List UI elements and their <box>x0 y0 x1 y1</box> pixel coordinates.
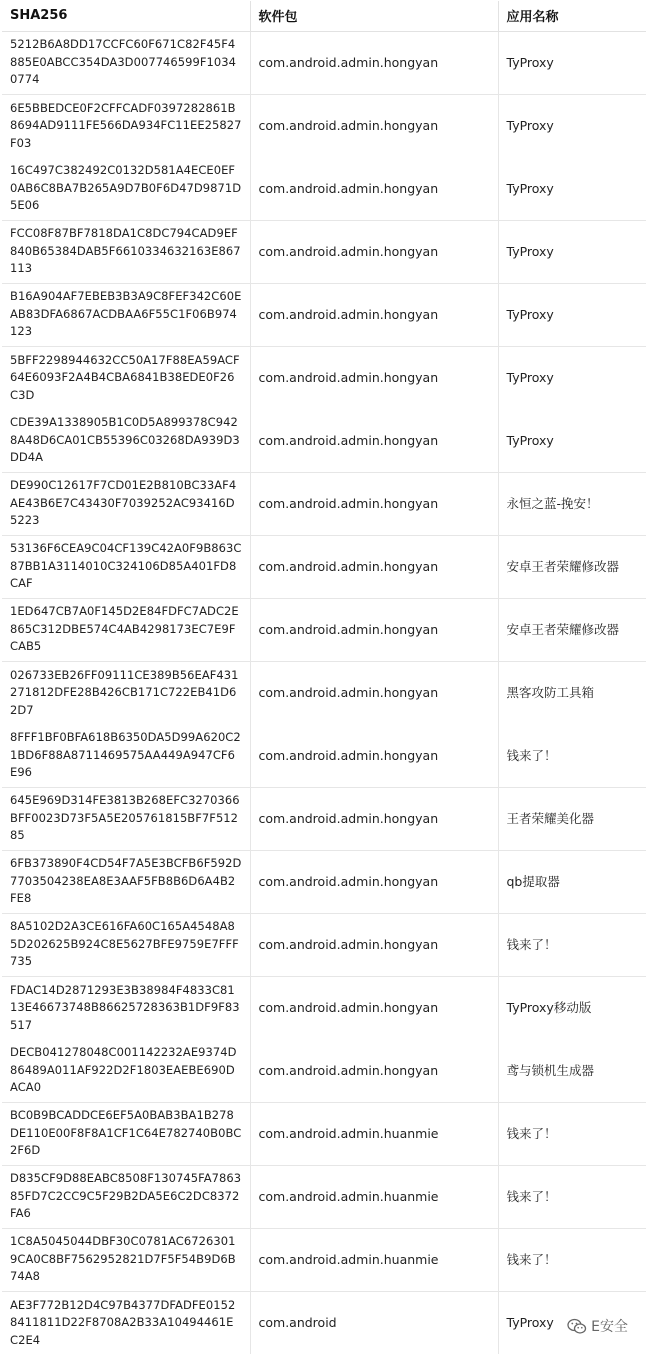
table-body <box>2 31 646 1354</box>
sha256-cell: 026733EB26FF09111CE389B56EAF431271812DFE28B426CB171C722EB41D62D7 <box>2 661 250 724</box>
package-cell: com.android.admin.hongyan <box>250 976 498 1039</box>
table-row <box>2 850 646 913</box>
package-cell: com.android.admin.hongyan <box>250 535 498 598</box>
table-header-row <box>2 1 646 31</box>
app-name-cell: TyProxy <box>506 118 554 133</box>
package-cell: com.android.admin.huanmie <box>250 1228 498 1291</box>
package-cell: com.android.admin.hongyan <box>250 31 498 94</box>
table-row <box>2 472 646 535</box>
app-name-cell: TyProxy <box>498 31 646 94</box>
app-name-cell: 钱来了！ <box>498 1228 646 1291</box>
app-name-cell: qb提取器 <box>498 850 646 913</box>
table-row <box>2 976 646 1039</box>
app-name-cell: TyProxy <box>506 1315 554 1330</box>
sha256-cell: DECB041278048C001142232AE9374D86489A011AF922D2F1803EAEBE690DACA0 <box>2 1039 250 1102</box>
table-row <box>2 787 646 850</box>
app-name-cell: 钱来了！ <box>498 1165 646 1228</box>
sha256-cell: 6E5BBEDCE0F2CFFCADF0397282861B8694AD9111FE566DA934FC11EE25827F03 <box>2 94 250 157</box>
app-name-cell: 安卓王者荣耀修改器 <box>498 598 646 661</box>
app-name-cell: TyProxy <box>506 370 554 385</box>
app-name-cell: 鸢与锁机生成器 <box>498 1039 646 1102</box>
app-name-cell: 钱来了！ <box>498 913 646 976</box>
sha256-cell: 645E969D314FE3813B268EFC3270366BFF0023D73F5A5E205761815BF7F51285 <box>2 787 250 850</box>
package-cell: com.android <box>250 1291 498 1354</box>
table-row <box>2 346 646 409</box>
app-name-cell: 永恒之蓝-挽安！ <box>498 472 646 535</box>
table-row <box>2 598 646 661</box>
table-row <box>2 1291 646 1354</box>
app-name-cell: 安卓王者荣耀修改器 <box>498 535 646 598</box>
sha256-cell: D835CF9D88EABC8508F130745FA786385FD7C2CC9C5F29B2DA5E6C2DC8372FA6 <box>2 1165 250 1228</box>
sha256-cell: 53136F6CEA9C04CF139C42A0F9B863C87BB1A3114010C324106D85A401FD8CAF <box>2 535 250 598</box>
sha256-cell: AE3F772B12D4C97B4377DFADFE01528411811D22F8708A2B33A10494461EC2E4 <box>2 1291 250 1354</box>
table-row <box>2 94 646 157</box>
table-row <box>2 1228 646 1291</box>
package-cell: com.android.admin.hongyan <box>250 598 498 661</box>
package-cell: com.android.admin.hongyan <box>250 283 498 346</box>
package-cell: com.android.admin.huanmie <box>250 1165 498 1228</box>
table-row <box>2 661 646 724</box>
package-cell: com.android.admin.huanmie <box>250 1102 498 1165</box>
app-name-cell: 钱来了！ <box>498 1102 646 1165</box>
app-name-cell: TyProxy移动版 <box>506 1000 592 1015</box>
table-row <box>2 31 646 94</box>
table-row <box>2 724 646 787</box>
app-name-cell: TyProxy <box>498 409 646 472</box>
app-name-cell: 钱来了！ <box>498 724 646 787</box>
table-row <box>2 1102 646 1165</box>
watermark-text: E安全 <box>591 1319 628 1335</box>
sha256-cell: 5BFF2298944632CC50A17F88EA59ACF64E6093F2A4B4CBA6841B38EDE0F26C3D <box>2 346 250 409</box>
app-name-cell: 王者荣耀美化器 <box>498 787 646 850</box>
app-name-cell: TyProxy <box>498 220 646 283</box>
sha256-cell: FDAC14D2871293E3B38984F4833C8113E46673748B86625728363B1DF9F83517 <box>2 976 250 1039</box>
sha256-table <box>2 1 646 1354</box>
table-row <box>2 157 646 220</box>
table-row <box>2 535 646 598</box>
watermark <box>567 1316 628 1336</box>
wechat-icon <box>567 1318 587 1335</box>
package-cell: com.android.admin.hongyan <box>250 157 498 220</box>
sha256-cell: 1ED647CB7A0F145D2E84FDFC7ADC2E865C312DBE574C4AB4298173EC7E9FCAB5 <box>2 598 250 661</box>
app-name-cell: TyProxy <box>498 157 646 220</box>
package-cell: com.android.admin.hongyan <box>250 409 498 472</box>
sha256-cell: CDE39A1338905B1C0D5A899378C9428A48D6CA01CB55396C03268DA939D3DD4A <box>2 409 250 472</box>
package-cell: com.android.admin.hongyan <box>250 724 498 787</box>
sha256-cell: DE990C12617F7CD01E2B810BC33AF4AE43B6E7C43430F7039252AC93416D5223 <box>2 472 250 535</box>
table-row <box>2 220 646 283</box>
header-package: 软件包 <box>250 1 498 31</box>
package-cell: com.android.admin.hongyan <box>250 1039 498 1102</box>
table-row <box>2 409 646 472</box>
package-cell: com.android.admin.hongyan <box>250 661 498 724</box>
sha256-cell: 1C8A5045044DBF30C0781AC67263019CA0C8BF7562952821D7F5F54B9D6B74A8 <box>2 1228 250 1291</box>
package-cell: com.android.admin.hongyan <box>250 472 498 535</box>
table-row <box>2 1039 646 1102</box>
package-cell: com.android.admin.hongyan <box>250 787 498 850</box>
table-row <box>2 1165 646 1228</box>
table-row <box>2 283 646 346</box>
package-cell: com.android.admin.hongyan <box>250 220 498 283</box>
table-row <box>2 913 646 976</box>
package-cell: com.android.admin.hongyan <box>250 913 498 976</box>
sha256-cell: 16C497C382492C0132D581A4ECE0EF0AB6C8BA7B265A9D7B0F6D47D9871D5E06 <box>2 157 250 220</box>
header-sha256: SHA256 <box>2 1 250 31</box>
app-name-cell: TyProxy <box>498 283 646 346</box>
package-cell: com.android.admin.hongyan <box>250 850 498 913</box>
sha256-cell: BC0B9BCADDCE6EF5A0BAB3BA1B278DE110E00F8F8A1CF1C64E782740B0BC2F6D <box>2 1102 250 1165</box>
sha256-cell: 8A5102D2A3CE616FA60C165A4548A85D202625B924C8E5627BFE9759E7FFF735 <box>2 913 250 976</box>
app-name-cell: 黑客攻防工具箱 <box>506 685 595 700</box>
sha256-cell: 6FB373890F4CD54F7A5E3BCFB6F592D7703504238EA8E3AAF5FB8B6D6A4B2FE8 <box>2 850 250 913</box>
package-cell: com.android.admin.hongyan <box>250 94 498 157</box>
header-app-name: 应用名称 <box>498 1 646 31</box>
package-cell: com.android.admin.hongyan <box>250 346 498 409</box>
sha256-cell: 8FFF1BF0BFA618B6350DA5D99A620C21BD6F88A8711469575AA449A947CF6E96 <box>2 724 250 787</box>
sha256-cell: 5212B6A8DD17CCFC60F671C82F45F4885E0ABCC354DA3D007746599F10340774 <box>2 31 250 94</box>
sha256-cell: B16A904AF7EBEB3B3A9C8FEF342C60EAB83DFA6867ACDBAA6F55C1F06B974123 <box>2 283 250 346</box>
sha256-cell: FCC08F87BF7818DA1C8DC794CAD9EF840B65384DAB5F6610334632163E867113 <box>2 220 250 283</box>
